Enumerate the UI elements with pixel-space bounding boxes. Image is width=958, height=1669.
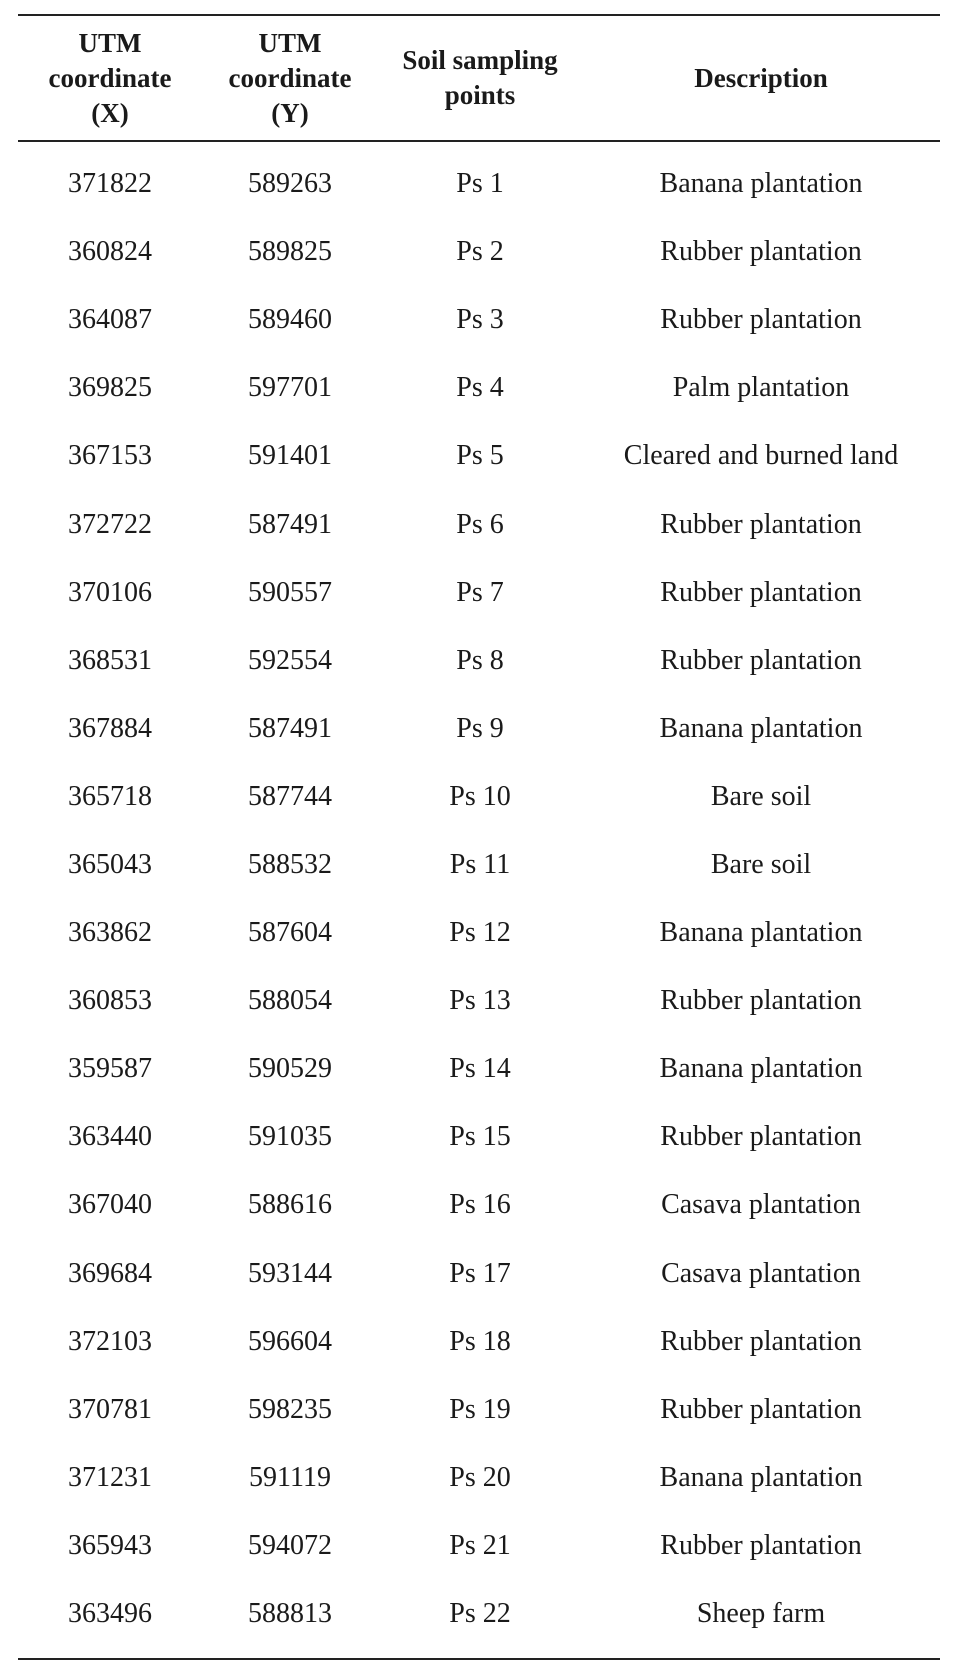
cell-sampling-point: Ps 13	[449, 985, 511, 1017]
table-row	[18, 1240, 940, 1308]
cell-description: Rubber plantation	[660, 985, 862, 1017]
cell-utm-x: 363862	[68, 917, 152, 949]
cell-utm-x: 367884	[68, 712, 152, 744]
cell-sampling-point: Ps 1	[456, 168, 504, 200]
cell-sampling-point: Ps 10	[449, 780, 511, 812]
cell-utm-y: 587491	[248, 508, 332, 540]
cell-description: Casava plantation	[661, 1257, 861, 1289]
cell-sampling-point: Ps 3	[456, 304, 504, 336]
table-row	[18, 1376, 940, 1444]
cell-description: Bare soil	[710, 780, 812, 812]
cell-utm-y: 589825	[248, 236, 332, 268]
cell-utm-x: 367040	[68, 1189, 152, 1221]
cell-utm-y: 587491	[248, 712, 332, 744]
table-body	[18, 142, 940, 1648]
cell-description: Banana plantation	[659, 917, 863, 949]
cell-description: Banana plantation	[659, 1461, 863, 1493]
cell-sampling-point: Ps 6	[456, 508, 504, 540]
cell-description: Cleared and burned land	[623, 440, 899, 472]
cell-sampling-point: Ps 22	[449, 1598, 511, 1630]
cell-description: Banana plantation	[659, 168, 863, 200]
table-row	[18, 763, 940, 831]
cell-utm-x: 359587	[68, 1053, 152, 1085]
cell-utm-y: 591035	[248, 1121, 332, 1153]
cell-description: Banana plantation	[659, 712, 863, 744]
header-description: Description	[694, 62, 828, 93]
cell-utm-y: 591401	[248, 440, 332, 472]
cell-description: Rubber plantation	[660, 236, 862, 268]
cell-description: Rubber plantation	[660, 1393, 862, 1425]
table-row	[18, 422, 940, 490]
cell-utm-y: 589263	[248, 168, 332, 200]
cell-description: Rubber plantation	[660, 304, 862, 336]
cell-utm-x: 368531	[68, 644, 152, 676]
cell-sampling-point: Ps 20	[449, 1461, 511, 1493]
cell-utm-y: 587744	[248, 780, 332, 812]
table-row	[18, 218, 940, 286]
cell-utm-x: 372103	[68, 1325, 152, 1357]
cell-utm-x: 365718	[68, 780, 152, 812]
cell-utm-x: 371231	[68, 1461, 152, 1493]
header-utm-y: UTM coordinate (Y)	[228, 27, 352, 128]
sampling-points-table	[18, 14, 940, 1660]
cell-sampling-point: Ps 7	[456, 576, 504, 608]
cell-utm-x: 371822	[68, 168, 152, 200]
table-row	[18, 1103, 940, 1171]
cell-utm-y: 590557	[248, 576, 332, 608]
table-row	[18, 1580, 940, 1648]
cell-utm-x: 367153	[68, 440, 152, 472]
cell-sampling-point: Ps 2	[456, 236, 504, 268]
cell-utm-y: 590529	[248, 1053, 332, 1085]
table-row	[18, 354, 940, 422]
cell-utm-x: 360853	[68, 985, 152, 1017]
table-bottom-rule	[18, 1658, 940, 1660]
cell-utm-y: 594072	[248, 1529, 332, 1561]
cell-utm-y: 591119	[249, 1461, 331, 1493]
table-row	[18, 1444, 940, 1512]
cell-utm-x: 365043	[68, 848, 152, 880]
cell-utm-x: 363440	[68, 1121, 152, 1153]
cell-sampling-point: Ps 21	[449, 1529, 511, 1561]
cell-description: Bare soil	[710, 848, 812, 880]
table-row	[18, 1035, 940, 1103]
cell-description: Rubber plantation	[660, 508, 862, 540]
cell-utm-x: 370781	[68, 1393, 152, 1425]
cell-description: Palm plantation	[672, 372, 850, 404]
cell-description: Rubber plantation	[660, 1529, 862, 1561]
table-row	[18, 559, 940, 627]
cell-description: Rubber plantation	[660, 644, 862, 676]
cell-utm-y: 592554	[248, 644, 332, 676]
cell-utm-x: 360824	[68, 236, 152, 268]
cell-sampling-point: Ps 18	[449, 1325, 511, 1357]
cell-description: Casava plantation	[661, 1189, 861, 1221]
table-row	[18, 1308, 940, 1376]
cell-description: Rubber plantation	[660, 576, 862, 608]
cell-utm-y: 588054	[248, 985, 332, 1017]
cell-utm-y: 587604	[248, 917, 332, 949]
table-row	[18, 627, 940, 695]
table-row	[18, 490, 940, 558]
cell-utm-y: 598235	[248, 1393, 332, 1425]
cell-utm-y: 596604	[248, 1325, 332, 1357]
cell-description: Rubber plantation	[660, 1121, 862, 1153]
cell-utm-y: 588616	[248, 1189, 332, 1221]
table-row	[18, 899, 940, 967]
cell-utm-x: 363496	[68, 1598, 152, 1630]
table-header-row	[18, 16, 940, 140]
cell-sampling-point: Ps 8	[456, 644, 504, 676]
table-row	[18, 831, 940, 899]
cell-sampling-point: Ps 19	[449, 1393, 511, 1425]
cell-utm-x: 370106	[68, 576, 152, 608]
cell-description: Banana plantation	[659, 1053, 863, 1085]
cell-utm-y: 588813	[248, 1598, 332, 1630]
cell-description: Sheep farm	[696, 1598, 826, 1630]
cell-sampling-point: Ps 5	[456, 440, 504, 472]
table-row	[18, 1171, 940, 1239]
cell-sampling-point: Ps 17	[449, 1257, 511, 1289]
cell-sampling-point: Ps 16	[449, 1189, 511, 1221]
cell-utm-x: 365943	[68, 1529, 152, 1561]
table-row	[18, 967, 940, 1035]
cell-utm-x: 369684	[68, 1257, 152, 1289]
table-row	[18, 1512, 940, 1580]
header-sampling-points: Soil sampling points	[402, 45, 558, 110]
cell-utm-y: 588532	[248, 848, 332, 880]
header-utm-x: UTM coordinate (X)	[48, 27, 172, 128]
cell-sampling-point: Ps 12	[449, 917, 511, 949]
cell-sampling-point: Ps 9	[456, 712, 504, 744]
cell-utm-x: 369825	[68, 372, 152, 404]
cell-utm-x: 372722	[68, 508, 152, 540]
cell-utm-y: 597701	[248, 372, 332, 404]
cell-sampling-point: Ps 15	[449, 1121, 511, 1153]
table-row	[18, 150, 940, 218]
cell-sampling-point: Ps 14	[449, 1053, 511, 1085]
cell-utm-y: 589460	[248, 304, 332, 336]
table-row	[18, 695, 940, 763]
table-row	[18, 286, 940, 354]
cell-sampling-point: Ps 11	[449, 848, 511, 880]
cell-utm-x: 364087	[68, 304, 152, 336]
cell-sampling-point: Ps 4	[456, 372, 504, 404]
cell-utm-y: 593144	[248, 1257, 332, 1289]
cell-description: Rubber plantation	[660, 1325, 862, 1357]
